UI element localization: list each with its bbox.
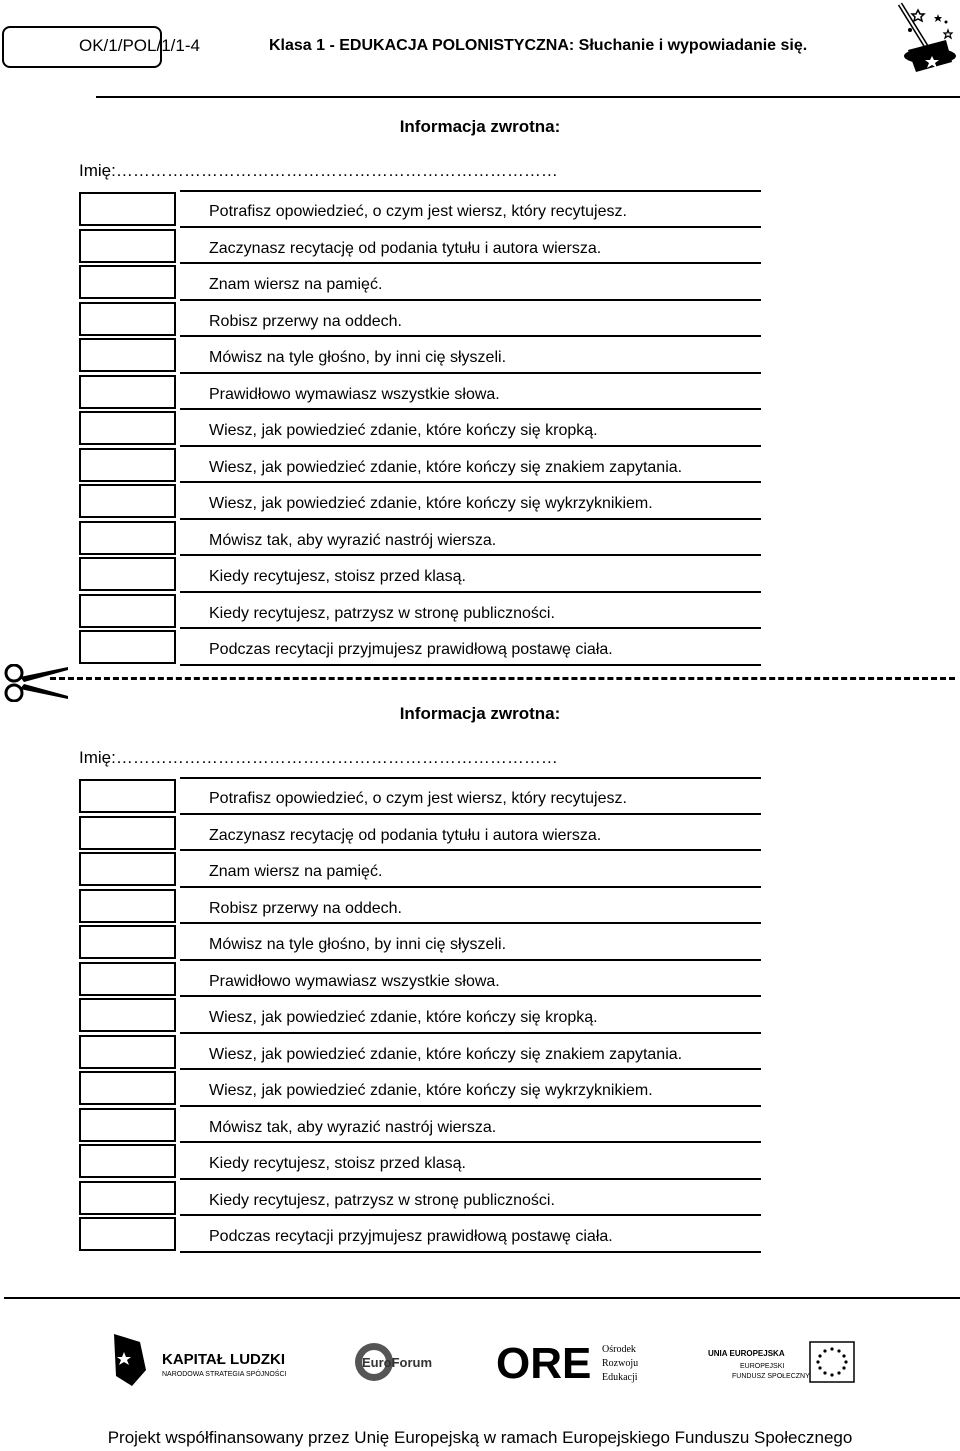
row-divider xyxy=(180,1214,761,1216)
row-divider xyxy=(180,1032,761,1034)
row-divider xyxy=(180,481,761,483)
criterion-text: Podczas recytacji przyjmujesz prawidłową postawę ciała. xyxy=(209,641,613,658)
row-divider xyxy=(180,1251,761,1253)
row-divider xyxy=(180,1178,761,1180)
criterion-text: Kiedy recytujesz, patrzysz w stronę publiczności. xyxy=(209,604,555,622)
unia-europejska-logo xyxy=(700,1338,860,1388)
criterion-checkbox[interactable] xyxy=(79,852,176,886)
criterion-checkbox[interactable] xyxy=(79,448,176,482)
eu-stars-icon xyxy=(816,1347,847,1376)
criterion-checkbox[interactable] xyxy=(79,411,176,445)
row-divider xyxy=(180,262,761,264)
document-code: OK/1/POL/1/1-4 xyxy=(79,36,200,55)
section-2-title: Informacja zwrotna: xyxy=(399,704,561,723)
criterion-text: Znam wiersz na pamięć. xyxy=(209,863,383,880)
criterion-text: Wiesz, jak powiedzieć zdanie, które kończy się kropką. xyxy=(209,422,598,439)
criterion-checkbox[interactable] xyxy=(79,1035,176,1069)
row-divider xyxy=(180,777,761,779)
criterion-checkbox[interactable] xyxy=(79,484,176,518)
kapital-ludzki-logo xyxy=(110,1330,300,1390)
criterion-text: Mówisz tak, aby wyrazić nastrój wiersza. xyxy=(209,1118,497,1136)
row-divider xyxy=(180,591,761,593)
row-divider xyxy=(180,226,761,228)
row-divider xyxy=(180,299,761,301)
criterion-text: Wiesz, jak powiedzieć zdanie, które kończy się kropką. xyxy=(209,1009,598,1026)
criterion-text: Potrafisz opowiedzieć, o czym jest wiersz, który recytujesz. xyxy=(209,790,627,807)
criterion-text: Wiesz, jak powiedzieć zdanie, które kończy się znakiem zapytania. xyxy=(209,1045,683,1063)
row-divider xyxy=(180,849,761,851)
row-divider xyxy=(180,886,761,888)
row-divider xyxy=(180,627,761,629)
section-2-name-field: Imię:…………………………………………………………………… xyxy=(79,748,558,767)
criterion-text: Znam wiersz na pamięć. xyxy=(209,276,383,293)
criterion-text: Kiedy recytujesz, patrzysz w stronę publiczności. xyxy=(209,1191,555,1209)
criterion-checkbox[interactable] xyxy=(79,594,176,628)
row-divider xyxy=(180,959,761,961)
cut-line xyxy=(50,677,955,680)
criterion-text: Wiesz, jak powiedzieć zdanie, które kończy się wykrzyknikiem. xyxy=(209,495,653,512)
row-divider xyxy=(180,190,761,192)
criterion-text: Robisz przerwy na oddech. xyxy=(209,899,402,917)
row-divider xyxy=(180,1105,761,1107)
row-divider xyxy=(180,664,761,666)
kapital-ludzki-label: KAPITAŁ LUDZKI xyxy=(162,1351,286,1368)
criterion-text: Robisz przerwy na oddech. xyxy=(209,312,402,330)
criterion-checkbox[interactable] xyxy=(79,1217,176,1251)
row-divider xyxy=(180,372,761,374)
section-1-name-field: Imię:…………………………………………………………………… xyxy=(79,161,558,180)
criterion-text: Kiedy recytujesz, stoisz przed klasą. xyxy=(209,1155,466,1172)
criterion-checkbox[interactable] xyxy=(79,1181,176,1215)
row-divider xyxy=(180,408,761,410)
criterion-text: Wiesz, jak powiedzieć zdanie, które kończy się znakiem zapytania. xyxy=(209,458,683,476)
criterion-checkbox[interactable] xyxy=(79,265,176,299)
row-divider xyxy=(180,1141,761,1143)
criterion-text: Mówisz na tyle głośno, by inni cię słyszeli. xyxy=(209,936,507,953)
document-title: Klasa 1 - EDUKACJA POLONISTYCZNA: Słuchanie i wypowiadanie się. xyxy=(269,37,808,54)
criterion-text: Zaczynasz recytację od podania tytułu i autora wiersza. xyxy=(209,826,602,844)
criterion-checkbox[interactable] xyxy=(79,375,176,409)
criterion-checkbox[interactable] xyxy=(79,630,176,664)
criterion-checkbox[interactable] xyxy=(79,302,176,336)
criterion-checkbox[interactable] xyxy=(79,1144,176,1178)
criterion-text: Wiesz, jak powiedzieć zdanie, które kończy się wykrzyknikiem. xyxy=(209,1082,653,1099)
ore-logo xyxy=(496,1338,656,1388)
euro-forum-label: EuroForum xyxy=(362,1355,433,1370)
footer-funding-note: Projekt współfinansowany przez Unię Europejską w ramach Europejskiego Funduszu Społecznego xyxy=(107,1428,853,1447)
row-divider xyxy=(180,1068,761,1070)
criterion-checkbox[interactable] xyxy=(79,889,176,923)
magic-hat-logo-icon xyxy=(886,0,958,80)
criterion-text: Mówisz tak, aby wyrazić nastrój wiersza. xyxy=(209,531,497,549)
criterion-checkbox[interactable] xyxy=(79,816,176,850)
ore-mark: ORE xyxy=(496,1339,592,1388)
criterion-checkbox[interactable] xyxy=(79,521,176,555)
criterion-text: Prawidłowo wymawiasz wszystkie słowa. xyxy=(209,972,500,990)
criterion-text: Podczas recytacji przyjmujesz prawidłową postawę ciała. xyxy=(209,1228,613,1245)
ore-line-3: Edukacji xyxy=(602,1372,638,1383)
criterion-checkbox[interactable] xyxy=(79,557,176,591)
row-divider xyxy=(180,445,761,447)
criterion-checkbox[interactable] xyxy=(79,229,176,263)
ore-line-2: Rozwoju xyxy=(602,1358,639,1369)
criterion-checkbox[interactable] xyxy=(79,962,176,996)
ue-line-3: FUNDUSZ SPOŁECZNY xyxy=(732,1373,810,1380)
ue-line-2: EUROPEJSKI xyxy=(740,1363,785,1370)
ore-line-1: Ośrodek xyxy=(602,1344,636,1355)
criterion-checkbox[interactable] xyxy=(79,998,176,1032)
row-divider xyxy=(180,518,761,520)
criterion-checkbox[interactable] xyxy=(79,1071,176,1105)
criterion-checkbox[interactable] xyxy=(79,338,176,372)
criterion-checkbox[interactable] xyxy=(79,1108,176,1142)
kapital-ludzki-sub-label: NARODOWA STRATEGIA SPÓJNOŚCI xyxy=(162,1371,287,1378)
criterion-checkbox[interactable] xyxy=(79,925,176,959)
criterion-text: Zaczynasz recytację od podania tytułu i autora wiersza. xyxy=(209,239,602,257)
header-divider xyxy=(96,96,960,98)
row-divider xyxy=(180,995,761,997)
row-divider xyxy=(180,813,761,815)
euro-forum-logo xyxy=(352,1340,442,1384)
ue-line-1: UNIA EUROPEJSKA xyxy=(708,1349,785,1358)
row-divider xyxy=(180,922,761,924)
criterion-text: Kiedy recytujesz, stoisz przed klasą. xyxy=(209,568,466,585)
criterion-checkbox[interactable] xyxy=(79,779,176,813)
criterion-text: Prawidłowo wymawiasz wszystkie słowa. xyxy=(209,385,500,403)
row-divider xyxy=(180,335,761,337)
scissors-icon xyxy=(2,664,70,702)
row-divider xyxy=(180,554,761,556)
footer-divider xyxy=(4,1297,960,1299)
criterion-text: Mówisz na tyle głośno, by inni cię słyszeli. xyxy=(209,349,507,366)
criterion-checkbox[interactable] xyxy=(79,192,176,226)
section-1-title: Informacja zwrotna: xyxy=(399,117,561,136)
criterion-text: Potrafisz opowiedzieć, o czym jest wiersz, który recytujesz. xyxy=(209,203,627,220)
